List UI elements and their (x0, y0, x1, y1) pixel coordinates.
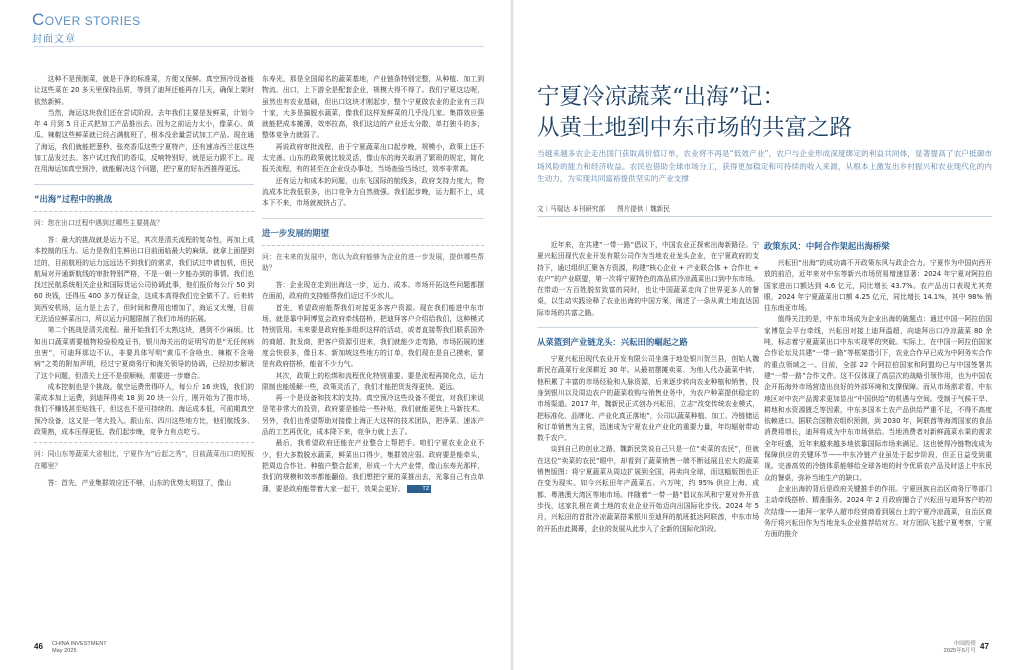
paragraph: 谈到自己的创业之路，魏新民笑说自己只是一位“卖菜的农民”，但就在这位“卖菜的农民”眼中，却看到了蔬菜销售一端不断延展且宏大的蔬菜销售版图：将宁夏蔬菜从周边扩展到全国，再卖向全球，而这幅版图也正在变为现实。如今兴耘田年产蔬菜五、六万吨，约 95% 供应上海、成都、粤港澳大湾区等地市场。伴随着“一带一路”倡议东风和宁夏对外开放步伐，这家扎根在黄土地的农业企业开始迈向出国际化步伐。2024 年 5 月，兴耘田的首批冷凉蔬菜搭乘银川至迪拜的航班抵达阿联酋，中东市场的开拓由此揭幕，企业的发展从此步入了全新的国际化阶段。 (537, 445, 759, 533)
right-footer-date: 2025年5月号 (943, 648, 976, 654)
byline-rule (537, 216, 992, 217)
paragraph: 再一个是设备和技术的支持。真空预冷这些设备不便宜，对我们来说是笔非常大的投资，政府要是能给一些补贴，我们就能更快上马新技术。另外，我们也希望帮助对接像上海正大这样的技术团队，把净菜、速冻产品的工艺再优化，成本降下来，竞争力就上去了。 (262, 394, 484, 437)
interview-question: 问：您在出口过程中遇到过哪些主要挑战？ (34, 211, 254, 229)
paragraph: 值得关注的是，中东市场成为企业出海的破题点：通过中国一阿拉伯国家博览会平台牵线，兴耘田对接上迪拜温超，向迪拜出口冷凉蔬菜 80 余吨，标志着宁夏蔬菜出口中东实现零的突破。实际上，在中国一阿拉伯国家合作论坛及共建“一带一路”等框架指引下，农业合作早已成为中阿务实合作的重点领域之一。目前，全部 22 个阿拉伯国家和阿盟均已与中国签署共建“一带一路”合作文件。这不仅体现了高层次的战略引领作用，也为中国农企开拓海外市场营造出良好的外部环境和支撑保障。而从市场需求看，中东地区对中农产品需求更加显出“中国供给”的机遇与空间。受制于气候干旱、耕地和水资源匮乏等因素，中东多国本土农产品供给严重不足，不得不高度依赖进口。据联合国粮农组织预测，到 2030 年，阿联酋等海湾国家的食品消费将增长，迪拜将成为中东市场供给。当地消费者对新鲜蔬菜水果的需求全年旺盛，近年来越来越多地依靠国际市场来满足。这也使得冷链物流成为保障供应的关键环节——中东冷链产业虽处于起步阶段，但正日益受到重视。完善高效的冷链体系能够给全球各地的时令优质农产品及时送上中东民众的餐桌，弥补当地生产的缺口。 (764, 315, 992, 482)
left-page-number: 46 (34, 642, 43, 651)
headline-line-2: 从黄土地到中东市场的共富之路 (537, 115, 853, 141)
paragraph: 当然，海运这块我们还在尝试阶段。去年我们主要是发鲜菜，计划今年 4 月到 5 月正式把加工产品推出去。因为之前运力太小，像菜心、黄瓜、辣椒这些鲜菜就已经占满航班了，根本没余量尝试加工产品。现在通了海运，我们就能把葱秒、张亮香瓜这些宁夏特产，还有速冻西兰花这些加工品发过去。客户试过我们的香瓜，反响特别好，就是运力跟不上。现在用海运加真空预冷，就能解决这个问题，把宁夏的好东西推得更远。 (34, 108, 254, 174)
paragraph: 成本控制也是个挑战。航空运费贵得吓人，每公斤 16 块钱，我们的菜成本加上运费，到迪拜得卖 18 到 20 块一公斤，刚开始为了推市场，我们不赚钱甚至贴钱干，但这也不是可持续的。海运成本低，可前期真空预冷设备，这又是一笔大投入。跟山东、四川这些地方比，他们航线多、政策熟，成本压得更低，我们起步晚，竞争力有点吃亏。 (34, 382, 254, 437)
right-footer-magazine: 中国投资 (953, 641, 976, 647)
left-footer-date: May 2025 (52, 648, 77, 654)
paragraph: 宁夏兴耘田现代农业开发有限公司坐落于地处银川贺兰县，创始人魏新民在蔬菜行业深耕近 30 年。从最初摆摊卖菜、为他人代办蔬菜中转，他积累了丰富的市场经验和人脉资源，后来逐步转向农业种植和销售，投身到银川以及周边农户的蔬菜收购与销售业务中，为农户种菜提供稳定的市场渠道。2017 年，魏新民正式创办兴耘田，立志“改变传统农业模式，把标准化、品牌化、产业化真正落地”，公司以蔬菜种植、加工、冷链储运和订单销售为主营，迅速成为宁夏农业产业化的重要力量，年均辐射带动数千农户。 (537, 355, 759, 443)
paragraph: 这种不是预制菜，就是干净的标准菜，方便又保鲜。真空预冷设备能让这些菜在 20 多天里保持品质，等到了迪拜还能再存几天，确保上架时依然新鲜。 (34, 75, 254, 106)
photo-credit: 图片提供｜魏新民 (617, 205, 670, 213)
paragraph: 首先，希望政府能帮我们对接更多客户资源。现在我们能进中东市场，就是靠中阿博览会政府牵线搭桥，把迪拜客户介绍给我们，这种模式特别管用。未来要是政府能多组织这样的活动，或者直接帮我们联系国外的商超、批发商，把客户资源引进来，我们就能少走弯路，市场拓展的速度会快很多，像日本、新加坡这些地方的订单，我们现在是自己摸索，要是有政府搭桥，能省不少力气。 (262, 303, 484, 369)
paragraph: 其次，政策上的松绑和流程优化特别重要。要是流程再简化点，运力限制也能缓解一些，政策灵活了，我们才能把货发得更快、更远。 (262, 371, 484, 391)
section-heading: 从菜篮到产业链龙头：兴耘田的崛起之路 (537, 327, 759, 348)
masthead-chinese: 封面文章 (32, 34, 76, 45)
section-heading: 政策东风：中阿合作架起出海桥梁 (764, 241, 890, 251)
section-masthead (32, 10, 141, 45)
paragraph: 第二个挑战是清关流程。最开始我们不太熟这块，遇到不少麻烦。比如出口蔬菜需要植物检验检疫证书，银川海关出的证明写的是“无任何病虫害”，可迪拜那边不认，非要具体写明“黄瓜不含啥虫、辣椒不含啥病”之类的附加声明，经过宁夏商务厅和海关领导的协调，已经初步解决了这个问题，但清关上还不是很顺畅，需要进一步磨合。 (34, 326, 254, 380)
article-lede: 当越来越多农企走出国门获取高价值订单，农业将不再是“低效产业”，农户与企业形成深度绑定的利益共同体，显著提高了农户抵御市场风险的能力和经济收益。农民也借助全球市场分工，获得更加稳定和可持续的收入来源，从根本上激发出乡村振兴和农业现代化的内生动力，为实现共同富裕提供坚实的产业支撑 (537, 149, 992, 183)
left-footer-magazine: CHINA INVESTMENT (52, 641, 107, 647)
headline-line-1: 宁夏冷凉蔬菜“出海”记： (537, 84, 786, 110)
article-headline (537, 82, 987, 144)
paragraph (262, 438, 484, 494)
right-page-number: 47 (980, 642, 989, 651)
section-heading: 进一步发展的期望 (262, 218, 484, 239)
author-byline: 文｜马瑞达 本刊研究部 (537, 205, 606, 213)
interview-question: 问：在未来的发展中，您认为政府能够为企业的进一步发展，提供哪些帮助？ (262, 245, 484, 275)
paragraph: 答：首先，产业集群效应还不够，山东的优势太明显了，像山 (47, 478, 232, 487)
paragraph: 企业出海的背后是政府关键推手的作用。宁夏回族自治区商务厅等部门主动牵线搭桥、精准服务。2024 年 2 月政府撮合了兴耘田与迪拜客户的初次结缘——迪拜一家华人超市经营商看到展台上的宁夏冷凉蔬菜，自治区商务厅将兴耘田作为当地龙头企业推荐给对方。对方团队飞抵宁夏考察，宁夏方面的推介 (764, 484, 992, 539)
left-page-column-1 (34, 74, 254, 489)
paragraph: 再说政府审批流程，由于宁夏蔬菜出口起步晚，规模小，政策上还不太完善。山东的政策就比较灵活，像山东的海关取消了繁琐的规定，简化报关流程，有的甚至在企业设办事处，当场查验当场过，效率非常高。 (262, 142, 484, 174)
bylines (537, 203, 680, 213)
masthead-rule (34, 46, 484, 47)
paragraph: 东寿光，那是全国闻名的蔬菜基地，产业链条特别完整，从种植、加工到物流、出口，上下游全是配套企业，规模大得不得了。我们宁夏这边呢，虽然也有农业基础，但出口这块才刚起步，整个宁夏做农业的企业有三四十家，大多是搞脱水蔬菜，像我们这样发鲜菜的几乎没几家。集群效应强就能把成本摊薄，效率拉高，我们这边的产业还太分散，单打独斗的多，整体竞争力就弱了。 (262, 75, 484, 140)
masthead-english: COVER STORIES (32, 10, 141, 29)
paragraph: 答：企业现在走到出海这一步，运力、成本、市场开拓这些问题都摆在面前，政府的支持能帮我们迈过不少坎儿。 (262, 281, 484, 301)
paragraph: 答：最大的挑战就是运力不足，其次是清关流程的复杂性，再加上成本控制的压力。运力是我们生鲜出口目前面临最大的麻烦。就拿上面提到过的，目前航班的运力远远达不到我们的需求，我们试过申请包机，但民航局对开通新航线的审批特别严格，不是一朝一夕能办到的事情。我们也找过民航系统相关企业和国际货运公司协调此事，他们报价每公斤 50 到 60 块钱，还得压 400 多万保证金，这成本高得我们完全做不了。后来转到西安机场，运力是上去了，但时间和费用也增加了，海运又太慢，目前无法适应鲜菜出口，所以运力问题限制了我们市场的拓展。 (34, 235, 254, 324)
section-heading: “出海”过程中的挑战 (34, 184, 254, 205)
paragraph-text: 最后，我希望政府还能在产业整合上帮把手。咱们宁夏农业企业不少，但大多数脱水蔬菜，鲜菜出口得少，集群效应弱。政府要是能牵头，把周边合作社、种植户整合起来，形成一个大产业带，像山东寿光那样，我们的规模和效率都能翻倍。我们想把宁夏的菜推出去，光靠自己有点单薄，要是政府能带着大家一起干，效果会更好。 (262, 439, 484, 493)
left-page-column-2 (262, 74, 484, 495)
page-gutter (510, 0, 514, 670)
interview-question: 问：同山东等蔬菜大省相比，宁夏作为“后起之秀”，目前蔬菜出口的短板在哪里？ (34, 442, 254, 472)
right-page-column-2 (764, 240, 992, 540)
paragraph: 兴耘田“出海”的成功离不开政策东风与政企合力。宁夏作为中国向西开放的前沿，近年来对中东等新兴市场贸易增速显著：2024 年宁夏对阿拉伯国家进出口额达到 4.6 亿元，同比增长 43.7%。农产品出口表现尤其亮眼，2024 年宁夏蔬菜出口额 4.25 亿元，同比增长 14.1%，其中 98% 销往东南亚市场。 (764, 259, 992, 313)
right-page-column-1 (537, 240, 759, 535)
paragraph: 还有运力和成本的问题，山东飞国际的航线多，政府支持力度大，物流成本比我低很多，出口竞争力自然就强。我们起步晚，运力跟不上，成本下不来，市场就被挤占了。 (262, 176, 484, 208)
end-mark: TZ (407, 485, 432, 493)
paragraph: 近年来，在共建“一带一路”倡议下，中国农业正探索出海新路径。宁夏兴耘田现代农业开发有限公司作为当地农业龙头企业，在宁夏政府的支持下，通过组织汇聚各方资源，构建“核心企业 + 产业联合体 + 合作社 + 农户”的产业联盟，第一次将宁夏特色的高品质冷凉蔬菜出口到中东市场。在带动一方百姓脱贫致富的同时，也让中国蔬菜走向了世界更多人的餐桌，以生动实践诠释了农业出海的中国方案，阐述了一条从黄土地直达国际市场的共富之路。 (537, 241, 759, 317)
